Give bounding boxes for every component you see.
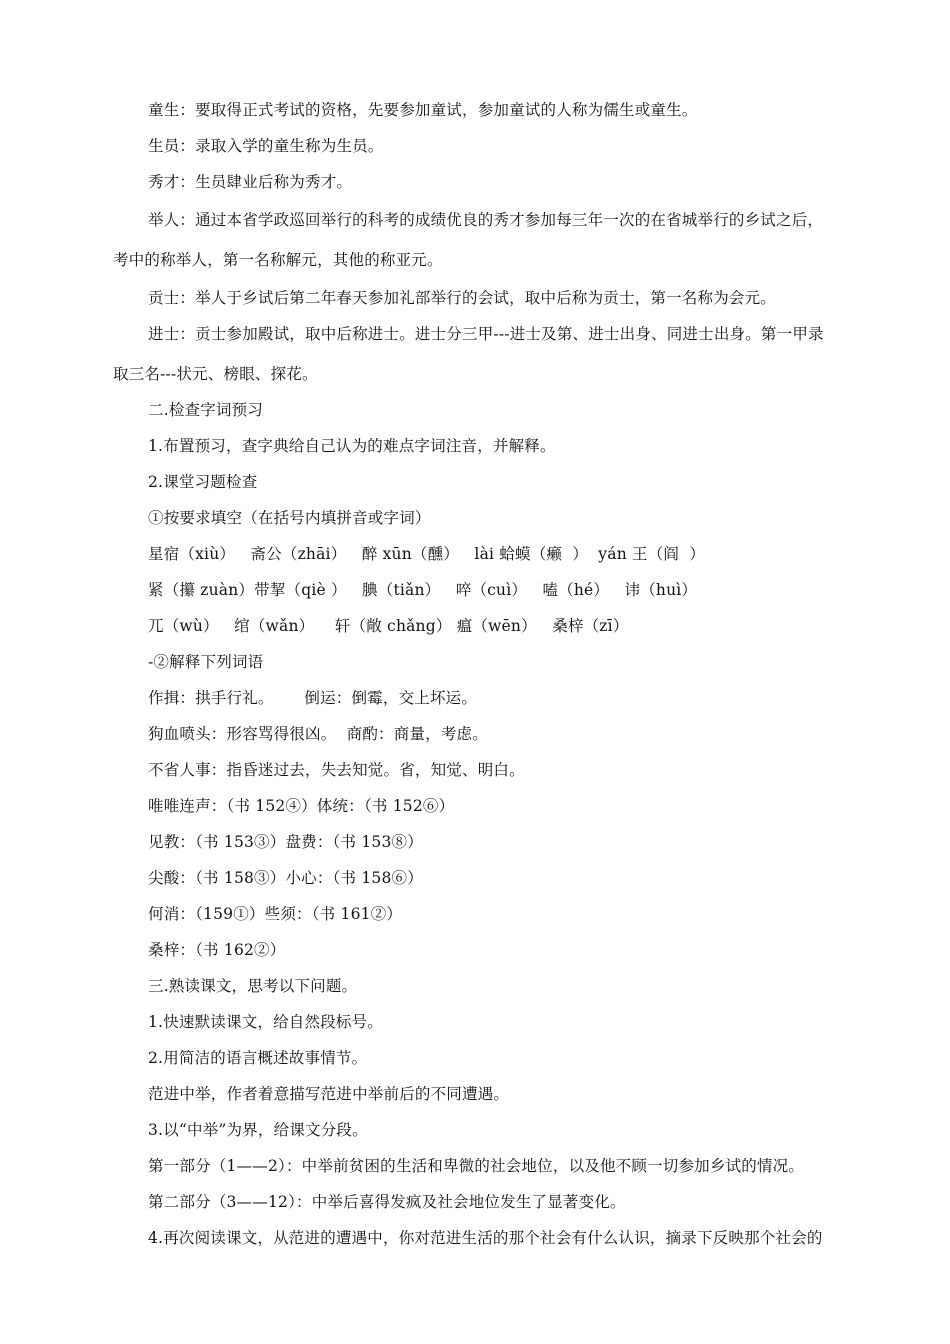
- text-line: 星宿（xiù） 斋公（zhāi） 醉 xūn（醺） lài 蛤蟆（癞 ） yán 王（阎 ）: [148, 545, 706, 563]
- text-line: 1.布置预习，查字典给自己认为的难点字词注音，并解释。: [148, 437, 556, 455]
- text-line: 生员：录取入学的童生称为生员。: [148, 137, 384, 155]
- text-line: 何消：（159①）些须：（书 161②）: [148, 905, 403, 923]
- text-line: 考中的称举人，第一名称解元，其他的称亚元。: [113, 251, 443, 269]
- text-line: ①按要求填空（在括号内填拼音或字词）: [148, 509, 431, 527]
- text-line: 4.再次阅读课文，从范进的遭遇中，你对范进生活的那个社会有什么认识，摘录下反映那个社会的: [148, 1229, 823, 1247]
- text-line: 取三名---状元、榜眼、探花。: [113, 365, 318, 383]
- text-line: 贡士：举人于乡试后第二年春天参加礼部举行的会试，取中后称为贡士，第一名称为会元。: [148, 289, 777, 307]
- text-line: 尖酸：（书 158③）小心：（书 158⑥）: [148, 869, 423, 887]
- text-line: 第二部分（3——12）：中举后喜得发疯及社会地位发生了显著变化。: [148, 1193, 626, 1211]
- text-line: 唯唯连声：（书 152④）体统：（书 152⑥）: [148, 797, 455, 815]
- text-line: 2.用简洁的语言概述故事情节。: [148, 1049, 368, 1067]
- text-line: 桑梓：（书 162②）: [148, 941, 286, 959]
- text-line: 狗血喷头：形容骂得很凶。 商酌：商量，考虑。: [148, 725, 488, 743]
- text-line: -②解释下列词语: [148, 653, 264, 671]
- text-line: 不省人事：指昏迷过去，失去知觉。省，知觉、明白。: [148, 761, 525, 779]
- text-line: 秀才：生员肆业后称为秀才。: [148, 173, 353, 191]
- text-line: 作揖：拱手行礼。 倒运：倒霉，交上坏运。: [148, 689, 478, 707]
- text-line: 紧（攥 zuàn）带挈（qiè ） 腆（tiǎn） 啐（cuì） 嗑（hé） 讳（huì）: [148, 581, 698, 599]
- text-line: 进士：贡士参加殿试，取中后称进士。进士分三甲---进士及第、进士出身、同进士出身。第一甲录: [148, 325, 824, 343]
- section-heading: 三.熟读课文，思考以下问题。: [148, 977, 358, 995]
- text-line: 童生：要取得正式考试的资格，先要参加童试，参加童试的人称为儒生或童生。: [148, 101, 698, 119]
- text-line: 范进中举，作者着意描写范进中举前后的不同遭遇。: [148, 1085, 510, 1103]
- text-line: 2.课堂习题检查: [148, 473, 258, 491]
- section-heading: 二.检查字词预习: [148, 401, 264, 419]
- text-line: 见教：（书 153③）盘费：（书 153⑧）: [148, 833, 423, 851]
- text-line: 举人：通过本省学政巡回举行的科考的成绩优良的秀才参加每三年一次的在省城举行的乡试之后，: [148, 211, 824, 229]
- text-line: 第一部分（1——2）：中举前贫困的生活和卑微的社会地位，以及他不顾一切参加乡试的情况。: [148, 1157, 805, 1175]
- text-line: 兀（wù） 绾（wǎn） 轩（敞 chǎng） 瘟（wēn） 桑梓（zī）: [148, 617, 629, 635]
- text-line: 3.以“中举”为界，给课文分段。: [148, 1121, 368, 1139]
- text-line: 1.快速默读课文，给自然段标号。: [148, 1013, 383, 1031]
